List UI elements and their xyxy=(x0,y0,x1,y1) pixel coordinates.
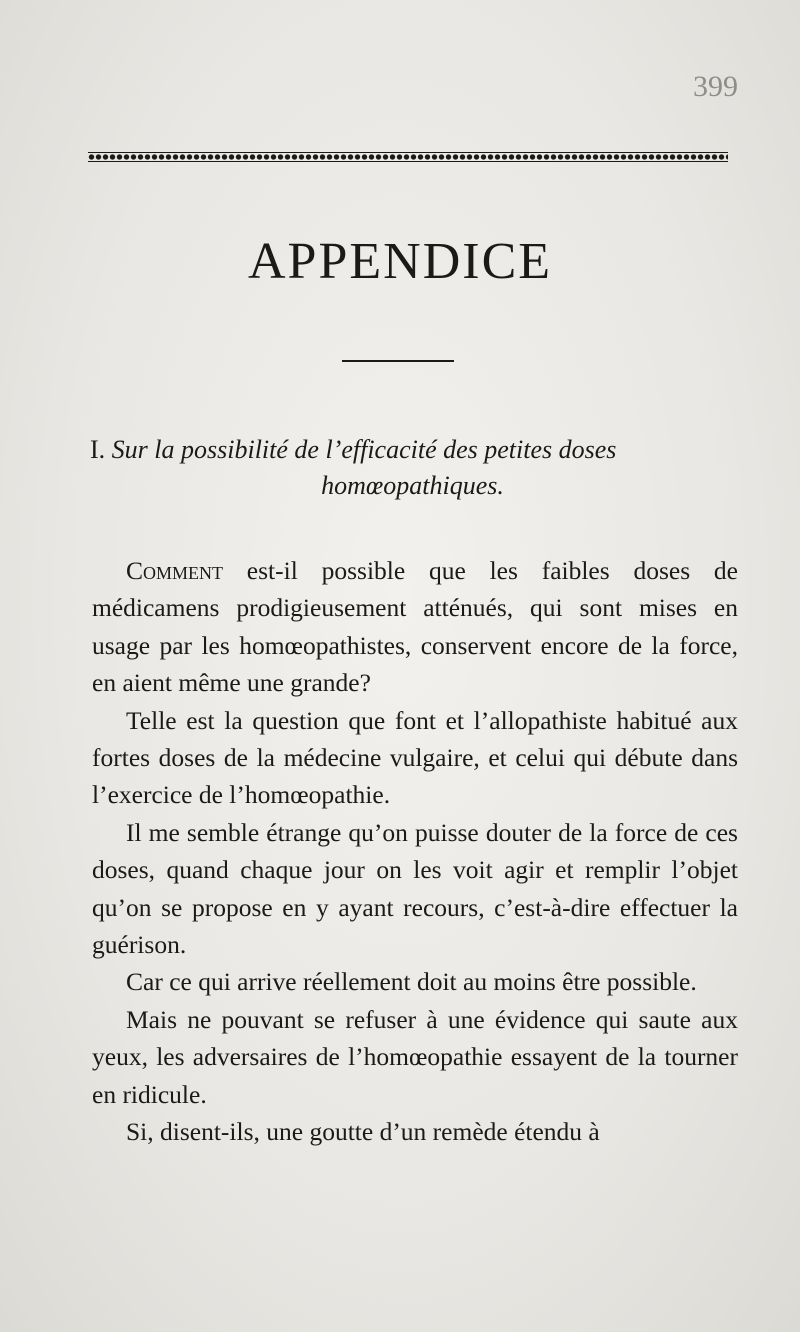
section-heading-line1: Sur la possibilité de l’efficacité des petites doses xyxy=(111,435,617,464)
paragraph-4: Car ce qui arrive réellement doit au moins être possible. xyxy=(126,967,697,997)
ornamental-rule xyxy=(88,150,728,164)
title-divider xyxy=(342,360,454,362)
section-heading-line2: homœopathiques. xyxy=(321,471,504,500)
body-text xyxy=(92,552,738,1151)
paragraph-5: Mais ne pouvant se refuser à une évidence qui saute aux yeux, les adversaires de l’homœopathie essayent de la tourner en ridicule. xyxy=(92,1004,738,1109)
paragraph-6: Si, disent-ils, une goutte d’un remède étendu à xyxy=(126,1117,600,1147)
paragraph-3: Il me semble étrange qu’on puisse douter de la force de ces doses, quand chaque jour on les voit agir et remplir l’objet qu’on se propose en y ayant recours, c’est-à-dire effectuer la guérison. xyxy=(92,817,738,960)
page-number: 399 xyxy=(693,70,738,103)
paragraph-2: Telle est la question que font et l’allopathiste habitué aux fortes doses de la médecine vulgaire, et celui qui débute dans l’exercice de l’homœopathie. xyxy=(92,705,738,810)
paragraph-1-lead: Comment xyxy=(126,556,224,585)
appendix-title: APPENDICE xyxy=(247,233,553,290)
paragraph-1-text: est-il possible que les faibles doses de médicamens prodigieusement atténués, qui sont mises en usage par les homœopathistes, conservent encore de la force, en aient même une grande? xyxy=(92,556,738,698)
section-heading xyxy=(90,432,735,504)
paragraph-1 xyxy=(92,552,738,702)
section-number: I. xyxy=(90,435,106,464)
